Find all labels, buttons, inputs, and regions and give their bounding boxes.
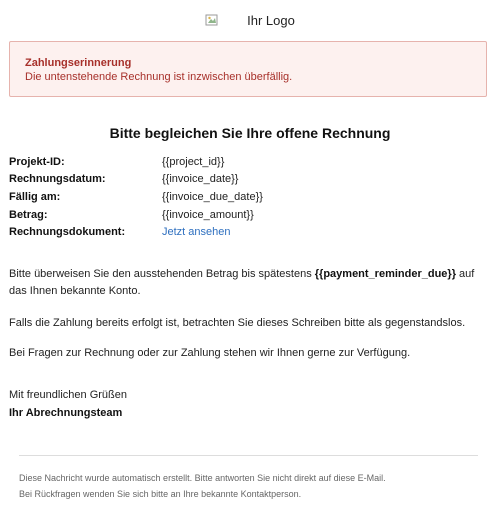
detail-label: Betrag:	[9, 208, 48, 221]
detail-label: Rechnungsdatum:	[9, 173, 106, 186]
logo-header	[0, 0, 500, 40]
detail-value: {{project_id}}	[162, 155, 225, 168]
view-invoice-link[interactable]: Jetzt ansehen	[162, 226, 231, 239]
footer	[19, 471, 479, 502]
logo-alt-text: Ihr Logo	[247, 12, 295, 28]
detail-row-amount	[9, 206, 263, 224]
detail-row-due-date	[9, 188, 263, 206]
alert-title: Zahlungserinnerung	[25, 57, 132, 69]
footer-line: Diese Nachricht wurde automatisch erstellt. Bitte antworten Sie nicht direkt auf diese E-Mail.	[19, 473, 386, 483]
broken-image-icon	[205, 13, 219, 27]
footer-line: Bei Rückfragen wenden Sie sich bitte an Ihre bekannte Kontaktperson.	[19, 488, 302, 499]
detail-row-invoice-date	[9, 171, 263, 189]
paragraph-text: Bitte überweisen Sie den ausstehenden Betrag bis spätestens	[9, 268, 315, 280]
questions-paragraph: Bei Fragen zur Rechnung oder zur Zahlung stehen wir Ihnen gerne zur Verfügung.	[9, 347, 411, 359]
signature: Ihr Abrechnungsteam	[9, 407, 123, 419]
already-paid-paragraph: Falls die Zahlung bereits erfolgt ist, betrachten Sie dieses Schreiben bitte als gegenstandslos.	[9, 317, 466, 329]
payment-instruction-paragraph	[9, 266, 487, 299]
detail-label: Projekt-ID:	[9, 155, 65, 168]
detail-value: {{invoice_amount}}	[162, 208, 254, 221]
detail-label: Fällig am:	[9, 190, 61, 203]
page-title: Bitte begleichen Sie Ihre offene Rechnung	[109, 125, 391, 141]
detail-row-document	[9, 223, 263, 241]
detail-value: {{invoice_due_date}}	[162, 190, 263, 203]
logo	[205, 13, 295, 28]
paragraph-text: auf das Ihnen bekannte Konto.	[9, 268, 475, 297]
footer-divider	[19, 455, 478, 456]
alert-message: Die untenstehende Rechnung ist inzwischen überfällig.	[25, 71, 293, 83]
payment-reminder-alert	[9, 41, 487, 97]
detail-row-project-id	[9, 153, 263, 171]
detail-label: Rechnungsdokument:	[9, 226, 126, 239]
detail-value: {{invoice_date}}	[162, 173, 239, 186]
payment-due-placeholder: {{payment_reminder_due}}	[314, 268, 456, 280]
invoice-details	[9, 153, 263, 241]
closing-greeting: Mit freundlichen Grüßen	[9, 389, 127, 401]
